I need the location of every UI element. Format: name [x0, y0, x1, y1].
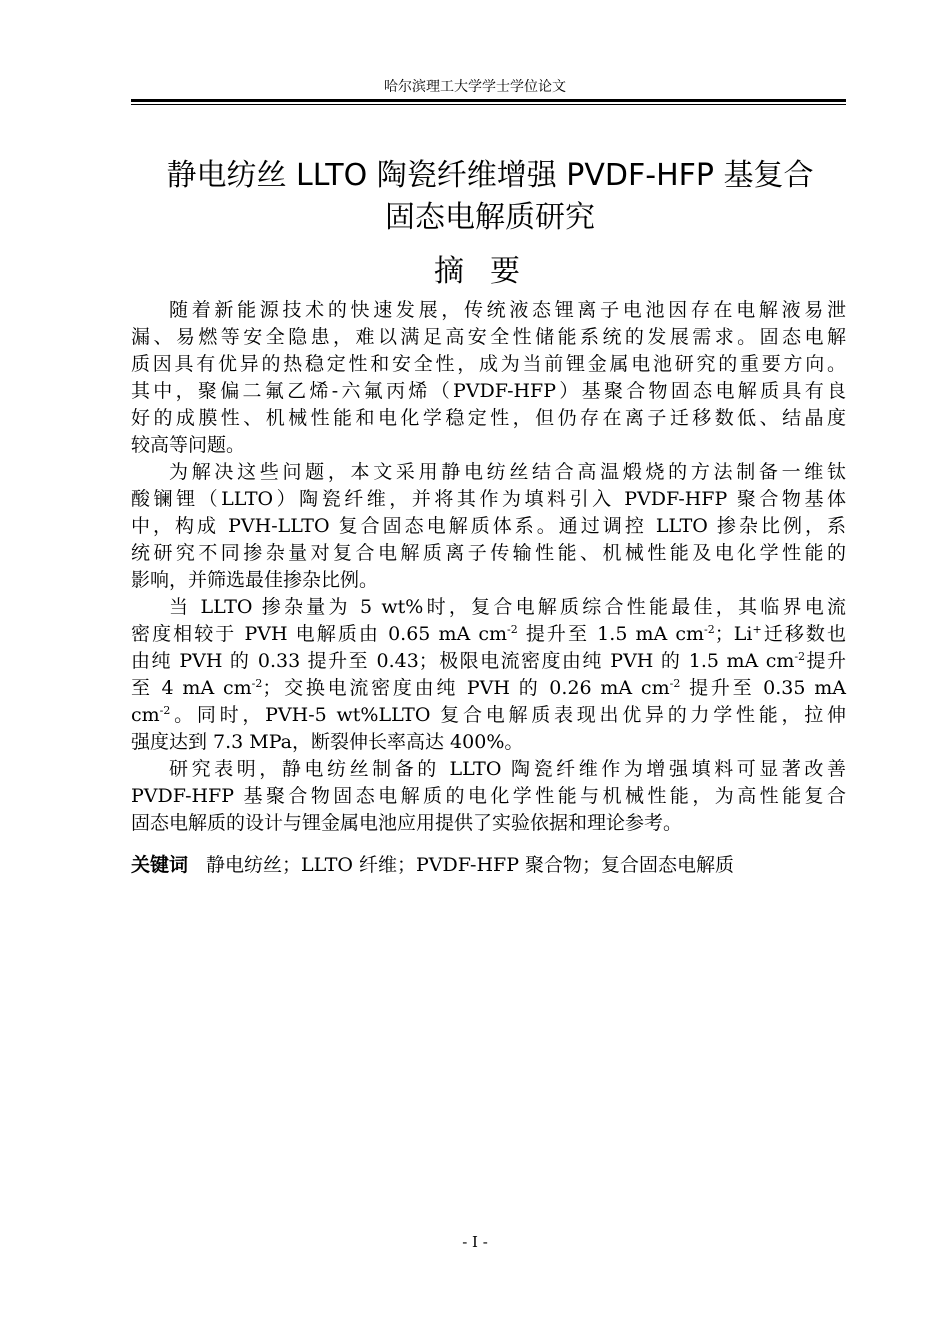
abstract-paragraph-4: [131, 756, 846, 837]
text-segment: 迁移数也: [761, 623, 846, 645]
keywords-label: 关键词: [131, 854, 189, 876]
running-header: 哈尔滨理工大学学士学位论文: [384, 79, 566, 95]
text-segment: 提升至 0.35 mA: [680, 677, 847, 699]
text-line: 为解决这些问题，本文采用静电纺丝结合高温煅烧的方法制备一维钛: [169, 461, 846, 483]
header-rule-thick: [131, 99, 846, 102]
text-segment: ；Li: [714, 623, 753, 645]
text-line: 较高等问题。: [131, 434, 246, 456]
keywords: [131, 852, 846, 879]
abstract-body: [131, 297, 846, 837]
text-line: [131, 675, 846, 702]
superscript: +: [752, 623, 762, 636]
keywords-text: 静电纺丝；LLTO 纤维；PVDF-HFP 聚合物；复合固态电解质: [206, 854, 735, 876]
text-segment: 。同时，PVH-5 wt%LLTO 复合电解质表现出优异的力学性能，拉伸: [170, 704, 846, 726]
text-segment: 由纯 PVH 的 0.33 提升至 0.43；极限电流密度由纯 PVH 的 1.5 mA cm: [131, 650, 795, 672]
text-line: PVDF-HFP 基聚合物固态电解质的电化学性能与机械性能，为高性能复合: [131, 785, 846, 807]
superscript: -2: [251, 677, 263, 690]
superscript: -2: [704, 623, 715, 636]
text-line: 影响，并筛选最佳掺杂比例。: [131, 569, 379, 591]
text-line: 强度达到 7.3 MPa，断裂伸长率高达 400%。: [131, 731, 524, 753]
text-line: [131, 648, 846, 675]
thesis-title-line-2: 固态电解质研究: [385, 200, 595, 235]
superscript: -2: [507, 623, 518, 636]
text-line: [131, 621, 846, 648]
text-line: 漏、易燃等安全隐患，难以满足高安全性储能系统的发展需求。固态电解: [131, 326, 846, 348]
abstract-paragraph-2: [131, 459, 846, 594]
text-segment: 提升: [805, 650, 846, 672]
text-segment: ；交换电流密度由纯 PVH 的 0.26 mA cm: [262, 677, 670, 699]
text-line: [131, 702, 846, 729]
text-line: 质因具有优异的热稳定性和安全性，成为当前锂金属电池研究的重要方向。: [131, 353, 846, 375]
text-line: 好的成膜性、机械性能和电化学稳定性，但仍存在离子迁移数低、结晶度: [131, 407, 846, 429]
thesis-title-line-1: 静电纺丝 LLTO 陶瓷纤维增强 PVDF-HFP 基复合: [166, 158, 814, 193]
text-line: 固态电解质的设计与锂金属电池应用提供了实验依据和理论参考。: [131, 812, 683, 834]
text-segment: 至 4 mA cm: [131, 677, 252, 699]
text-line: 其中，聚偏二氟乙烯-六氟丙烯（PVDF-HFP）基聚合物固态电解质具有良: [131, 380, 846, 402]
text-line: 当 LLTO 掺杂量为 5 wt%时，复合电解质综合性能最佳，其临界电流: [169, 596, 846, 618]
text-segment: 提升至 1.5 mA cm: [517, 623, 705, 645]
abstract-heading: 摘要: [434, 254, 546, 289]
abstract-paragraph-3: [131, 594, 846, 756]
superscript: -2: [794, 650, 806, 663]
text-segment: 密度相较于 PVH 电解质由 0.65 mA cm: [131, 623, 508, 645]
text-line: 统研究不同掺杂量对复合电解质离子传输性能、机械性能及电化学性能的: [131, 542, 846, 564]
text-line: 研究表明，静电纺丝制备的 LLTO 陶瓷纤维作为增强填料可显著改善: [169, 758, 846, 780]
text-segment: cm: [131, 704, 160, 726]
superscript: -2: [669, 677, 681, 690]
thesis-title: [100, 155, 880, 239]
header-rule-thin: [131, 104, 846, 105]
text-line: 随着新能源技术的快速发展，传统液态锂离子电池因存在电解液易泄: [169, 299, 846, 321]
superscript: -2: [159, 704, 171, 717]
page-number: - I -: [462, 1233, 488, 1251]
text-line: 中，构成 PVH-LLTO 复合固态电解质体系。通过调控 LLTO 掺杂比例，系: [131, 515, 846, 537]
text-line: 酸镧锂（LLTO）陶瓷纤维，并将其作为填料引入 PVDF-HFP 聚合物基体: [131, 488, 846, 510]
abstract-paragraph-1: [131, 297, 846, 459]
